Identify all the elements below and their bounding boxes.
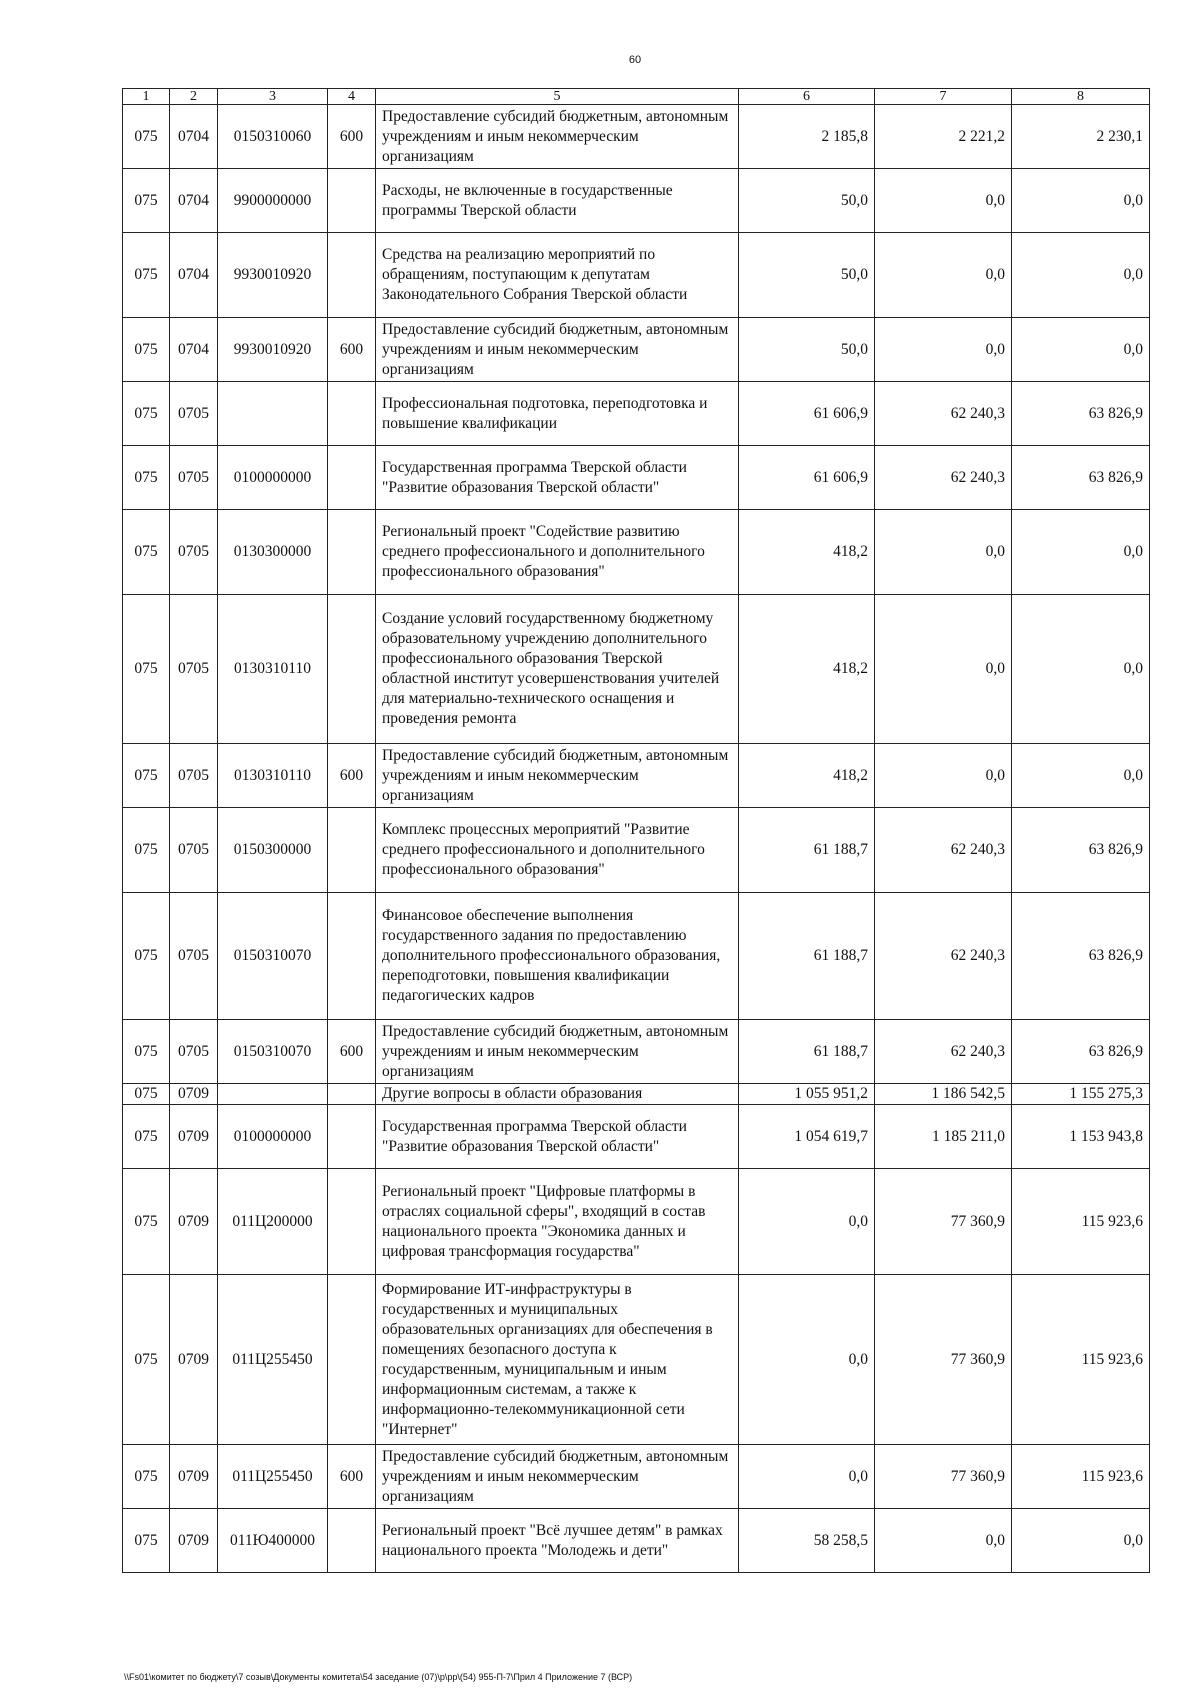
table-row — [123, 893, 1150, 1020]
expense-type-code — [328, 893, 376, 1020]
table-row — [123, 808, 1150, 893]
column-number: 1 — [123, 89, 170, 105]
target-code: 9930010920 — [218, 318, 328, 382]
amount-year1: 61 188,7 — [739, 1020, 875, 1084]
section-code: 0709 — [170, 1105, 218, 1169]
amount-year2: 77 360,9 — [875, 1169, 1012, 1275]
table-row — [123, 1020, 1150, 1084]
ministry-code: 075 — [123, 169, 170, 233]
amount-year2: 1 185 211,0 — [875, 1105, 1012, 1169]
item-name: Средства на реализацию мероприятий по обращениям, поступающим к депутатам Законодательного Собрания Тверской области — [376, 233, 739, 318]
ministry-code: 075 — [123, 808, 170, 893]
ministry-code: 075 — [123, 1020, 170, 1084]
target-code: 0130310110 — [218, 595, 328, 744]
section-code: 0709 — [170, 1445, 218, 1509]
amount-year3: 63 826,9 — [1012, 808, 1150, 893]
ministry-code: 075 — [123, 1084, 170, 1105]
table-row — [123, 744, 1150, 808]
amount-year1: 50,0 — [739, 318, 875, 382]
item-name: Комплекс процессных мероприятий "Развитие среднего профессионального и дополнительного профессионального образования" — [376, 808, 739, 893]
item-name: Профессиональная подготовка, переподготовка и повышение квалификации — [376, 382, 739, 446]
amount-year3: 63 826,9 — [1012, 382, 1150, 446]
column-number: 3 — [218, 89, 328, 105]
budget-table — [122, 88, 1150, 1573]
amount-year2: 62 240,3 — [875, 893, 1012, 1020]
amount-year3: 0,0 — [1012, 1509, 1150, 1573]
ministry-code: 075 — [123, 233, 170, 318]
section-code: 0705 — [170, 382, 218, 446]
ministry-code: 075 — [123, 382, 170, 446]
item-name: Предоставление субсидий бюджетным, автономным учреждениям и иным некоммерческим организациям — [376, 318, 739, 382]
amount-year3: 0,0 — [1012, 595, 1150, 744]
amount-year2: 0,0 — [875, 169, 1012, 233]
amount-year2: 0,0 — [875, 595, 1012, 744]
target-code — [218, 1084, 328, 1105]
amount-year2: 62 240,3 — [875, 382, 1012, 446]
table-row — [123, 1169, 1150, 1275]
expense-type-code — [328, 446, 376, 510]
target-code: 0130310110 — [218, 744, 328, 808]
amount-year2: 0,0 — [875, 233, 1012, 318]
item-name: Формирование ИТ-инфраструктуры в государственных и муниципальных образовательных организациях для обеспечения в помещениях безопасного доступа к государственным, муниципальным и иным информационным системам, а также к информационно-телекоммуникационной сети "Интернет" — [376, 1275, 739, 1445]
column-number: 7 — [875, 89, 1012, 105]
item-name: Создание условий государственному бюджетному образовательному учреждению дополнительного профессионального образования Тверской областной институт усовершенствования учителей для материально-технического оснащения и проведения ремонта — [376, 595, 739, 744]
table-row — [123, 1509, 1150, 1573]
table-row — [123, 105, 1150, 169]
ministry-code: 075 — [123, 446, 170, 510]
expense-type-code — [328, 1169, 376, 1275]
section-code: 0704 — [170, 233, 218, 318]
section-code: 0704 — [170, 169, 218, 233]
amount-year3: 1 153 943,8 — [1012, 1105, 1150, 1169]
table-row — [123, 446, 1150, 510]
item-name: Региональный проект "Цифровые платформы в отраслях социальной сферы", входящий в состав национального проекта "Экономика данных и цифровая трансформация государства" — [376, 1169, 739, 1275]
section-code: 0705 — [170, 595, 218, 744]
item-name: Региональный проект "Содействие развитию среднего профессионального и дополнительного профессионального образования" — [376, 510, 739, 595]
file-path-footer: \\Fs01\комитет по бюджету\7 созыв\Документы комитета\54 заседание (07)\р\рр\(54) 955-П-7\Прил 4 Приложение 7 (ВСР) — [124, 1672, 633, 1682]
expense-type-code — [328, 595, 376, 744]
amount-year1: 58 258,5 — [739, 1509, 875, 1573]
amount-year2: 62 240,3 — [875, 808, 1012, 893]
ministry-code: 075 — [123, 105, 170, 169]
target-code: 9930010920 — [218, 233, 328, 318]
expense-type-code — [328, 1084, 376, 1105]
amount-year1: 418,2 — [739, 744, 875, 808]
expense-type-code — [328, 808, 376, 893]
ministry-code: 075 — [123, 893, 170, 1020]
amount-year3: 0,0 — [1012, 744, 1150, 808]
section-code: 0709 — [170, 1084, 218, 1105]
expense-type-code — [328, 510, 376, 595]
expense-type-code — [328, 233, 376, 318]
expense-type-code: 600 — [328, 318, 376, 382]
expense-type-code: 600 — [328, 105, 376, 169]
target-code: 011Ю400000 — [218, 1509, 328, 1573]
table-row — [123, 318, 1150, 382]
amount-year2: 62 240,3 — [875, 446, 1012, 510]
target-code: 0130300000 — [218, 510, 328, 595]
table-row — [123, 1275, 1150, 1445]
table-row — [123, 1084, 1150, 1105]
amount-year1: 1 055 951,2 — [739, 1084, 875, 1105]
table-row — [123, 169, 1150, 233]
amount-year2: 0,0 — [875, 1509, 1012, 1573]
table-row — [123, 510, 1150, 595]
target-code: 0150310070 — [218, 1020, 328, 1084]
amount-year3: 0,0 — [1012, 169, 1150, 233]
expense-type-code — [328, 1509, 376, 1573]
amount-year1: 418,2 — [739, 510, 875, 595]
amount-year1: 50,0 — [739, 169, 875, 233]
ministry-code: 075 — [123, 1105, 170, 1169]
ministry-code: 075 — [123, 1445, 170, 1509]
item-name: Предоставление субсидий бюджетным, автономным учреждениям и иным некоммерческим организациям — [376, 1445, 739, 1509]
table-row — [123, 1445, 1150, 1509]
amount-year1: 418,2 — [739, 595, 875, 744]
ministry-code: 075 — [123, 1509, 170, 1573]
amount-year3: 63 826,9 — [1012, 893, 1150, 1020]
amount-year3: 63 826,9 — [1012, 1020, 1150, 1084]
expense-type-code — [328, 1105, 376, 1169]
amount-year2: 2 221,2 — [875, 105, 1012, 169]
section-code: 0705 — [170, 1020, 218, 1084]
section-code: 0705 — [170, 744, 218, 808]
section-code: 0704 — [170, 318, 218, 382]
expense-type-code: 600 — [328, 744, 376, 808]
target-code: 011Ц255450 — [218, 1445, 328, 1509]
section-code: 0704 — [170, 105, 218, 169]
table-row — [123, 595, 1150, 744]
ministry-code: 075 — [123, 744, 170, 808]
target-code: 0100000000 — [218, 1105, 328, 1169]
column-number: 6 — [739, 89, 875, 105]
amount-year2: 62 240,3 — [875, 1020, 1012, 1084]
amount-year3: 0,0 — [1012, 510, 1150, 595]
amount-year3: 1 155 275,3 — [1012, 1084, 1150, 1105]
amount-year1: 61 188,7 — [739, 808, 875, 893]
target-code — [218, 382, 328, 446]
expense-type-code: 600 — [328, 1445, 376, 1509]
ministry-code: 075 — [123, 1275, 170, 1445]
section-code: 0709 — [170, 1169, 218, 1275]
column-number: 2 — [170, 89, 218, 105]
amount-year3: 0,0 — [1012, 233, 1150, 318]
ministry-code: 075 — [123, 595, 170, 744]
ministry-code: 075 — [123, 1169, 170, 1275]
column-number: 5 — [376, 89, 739, 105]
item-name: Другие вопросы в области образования — [376, 1084, 739, 1105]
item-name: Расходы, не включенные в государственные программы Тверской области — [376, 169, 739, 233]
target-code: 011Ц200000 — [218, 1169, 328, 1275]
target-code: 011Ц255450 — [218, 1275, 328, 1445]
expense-type-code: 600 — [328, 1020, 376, 1084]
amount-year2: 0,0 — [875, 510, 1012, 595]
amount-year1: 61 188,7 — [739, 893, 875, 1020]
section-code: 0705 — [170, 510, 218, 595]
item-name: Предоставление субсидий бюджетным, автономным учреждениям и иным некоммерческим организациям — [376, 1020, 739, 1084]
target-code: 9900000000 — [218, 169, 328, 233]
table-row — [123, 1105, 1150, 1169]
ministry-code: 075 — [123, 318, 170, 382]
expense-type-code — [328, 169, 376, 233]
section-code: 0705 — [170, 808, 218, 893]
column-number: 8 — [1012, 89, 1150, 105]
amount-year1: 0,0 — [739, 1275, 875, 1445]
expense-type-code — [328, 1275, 376, 1445]
amount-year1: 1 054 619,7 — [739, 1105, 875, 1169]
target-code: 0150310060 — [218, 105, 328, 169]
column-number-row — [123, 89, 1150, 105]
amount-year1: 50,0 — [739, 233, 875, 318]
column-number: 4 — [328, 89, 376, 105]
amount-year1: 0,0 — [739, 1445, 875, 1509]
table-row — [123, 382, 1150, 446]
amount-year3: 63 826,9 — [1012, 446, 1150, 510]
amount-year1: 0,0 — [739, 1169, 875, 1275]
amount-year3: 115 923,6 — [1012, 1275, 1150, 1445]
amount-year1: 61 606,9 — [739, 446, 875, 510]
amount-year2: 0,0 — [875, 744, 1012, 808]
amount-year2: 1 186 542,5 — [875, 1084, 1012, 1105]
amount-year3: 2 230,1 — [1012, 105, 1150, 169]
amount-year1: 2 185,8 — [739, 105, 875, 169]
section-code: 0709 — [170, 1509, 218, 1573]
target-code: 0100000000 — [218, 446, 328, 510]
amount-year3: 115 923,6 — [1012, 1445, 1150, 1509]
amount-year3: 0,0 — [1012, 318, 1150, 382]
expense-type-code — [328, 382, 376, 446]
section-code: 0705 — [170, 446, 218, 510]
table-row — [123, 233, 1150, 318]
amount-year2: 77 360,9 — [875, 1445, 1012, 1509]
amount-year2: 0,0 — [875, 318, 1012, 382]
ministry-code: 075 — [123, 510, 170, 595]
item-name: Предоставление субсидий бюджетным, автономным учреждениям и иным некоммерческим организациям — [376, 105, 739, 169]
amount-year3: 115 923,6 — [1012, 1169, 1150, 1275]
target-code: 0150300000 — [218, 808, 328, 893]
item-name: Предоставление субсидий бюджетным, автономным учреждениям и иным некоммерческим организациям — [376, 744, 739, 808]
item-name: Региональный проект "Всё лучшее детям" в рамках национального проекта "Молодежь и дети" — [376, 1509, 739, 1573]
item-name: Государственная программа Тверской области "Развитие образования Тверской области" — [376, 1105, 739, 1169]
item-name: Финансовое обеспечение выполнения государственного задания по предоставлению дополнительного профессионального образования, переподготовки, повышения квалификации педагогических кадров — [376, 893, 739, 1020]
section-code: 0709 — [170, 1275, 218, 1445]
amount-year1: 61 606,9 — [739, 382, 875, 446]
amount-year2: 77 360,9 — [875, 1275, 1012, 1445]
target-code: 0150310070 — [218, 893, 328, 1020]
page-number: 60 — [628, 54, 642, 66]
item-name: Государственная программа Тверской области "Развитие образования Тверской области" — [376, 446, 739, 510]
section-code: 0705 — [170, 893, 218, 1020]
